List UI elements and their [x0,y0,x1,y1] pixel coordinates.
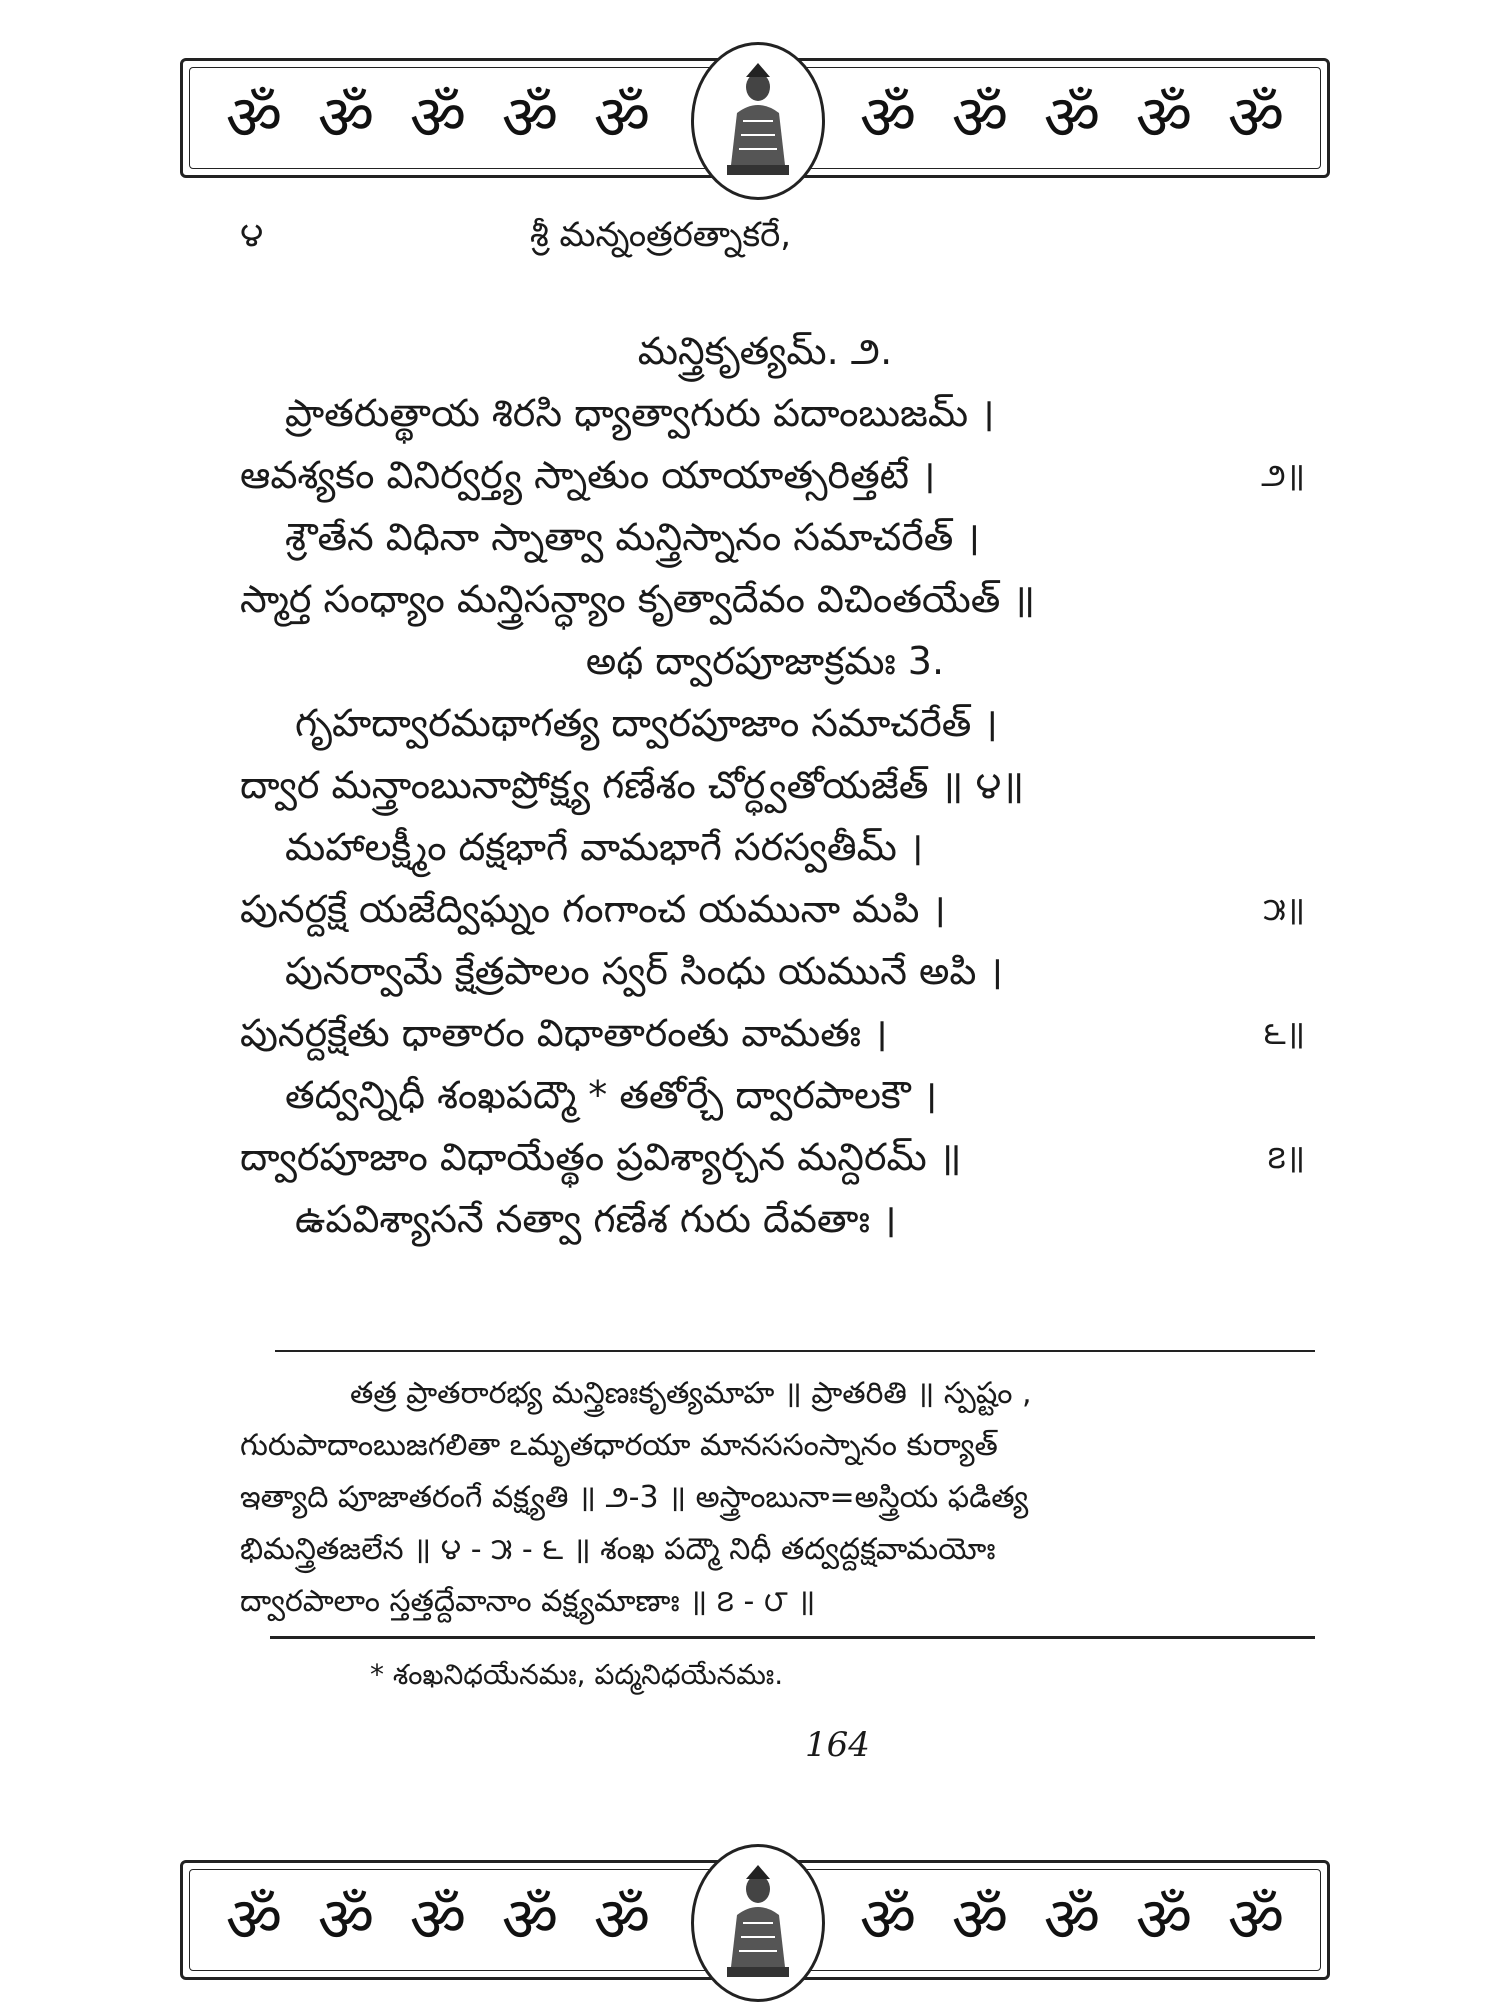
om-row-left [208,1863,668,1977]
om-icon: ॐ [951,81,1009,154]
commentary-line: ద్వారపాలాం స్తత్తద్దేవానాం వక్ష్యమాణాః ॥ ౭ - ౮ ॥ [240,1584,816,1619]
om-icon: ॐ [1043,81,1101,154]
om-icon: ॐ [225,81,283,154]
verse-line: ఉపవిశ్యాసనే నత్వా గణేశ గురు దేవతాః । [295,1197,897,1241]
om-icon: ॐ [951,1883,1009,1956]
verse-line: ప్రాతరుత్థాయ శిరసి ధ్యాత్వాగురు పదాంబుజమ్ । [285,391,995,435]
om-icon: ॐ [593,1883,651,1956]
page-number: ౪ [240,215,264,255]
running-title: శ్రీ మన్నంత్రరత్నాకరే, [530,215,792,255]
om-icon: ॐ [1227,81,1285,154]
section-heading: అథ ద్వారపూజాక్రమః 3. [585,639,945,683]
verse-number: ౭॥ [1267,1138,1305,1176]
commentary-line: తత్ర ప్రాతరారభ్య మన్త్రిణఃకృత్యమాహ ॥ ప్రాతరితి ॥ స్పష్టం , [350,1376,1032,1411]
verse-number: ౨॥ [1261,456,1305,494]
deity-portrait-icon [691,42,825,200]
om-icon: ॐ [501,81,559,154]
om-icon: ॐ [501,1883,559,1956]
verse-line: తద్వన్నిధీ శంఖపద్మౌ * తతోర్చే ద్వారపాలకౌ । [285,1073,938,1117]
om-icon: ॐ [1135,1883,1193,1956]
verse-line: ద్వార మన్త్రాంబునాప్రోక్ష్య గణేశం చోర్ధ్వతోయజేత్ ॥ ౪॥ [240,763,1025,807]
verse-line: స్మార్త సంధ్యాం మన్త్రిసన్ధ్యాం కృత్వాదేవం విచింతయేత్ ॥ [240,577,1036,621]
verse-number: ౫॥ [1263,890,1305,928]
page-header [230,215,1270,275]
verse-line: పునర్వామే క్షేత్రపాలం స్వర్ సింధు యమునే అపి । [285,949,1003,993]
verse-line: ఆవశ్యకం వినిర్వర్త్య స్నాతుం యాయాత్సరిత్తటే । ౨॥ [225,444,1305,506]
divider [270,1636,1315,1639]
verse-number: ౬॥ [1263,1014,1305,1052]
verse-line: శ్రౌతేన విధినా స్నాత్వా మన్త్రిస్నానం సమాచరేత్ । [285,515,980,559]
footnote: * శంఖనిధయేనమః, పద్మనిధయేనమః. [370,1658,784,1691]
om-icon: ॐ [317,1883,375,1956]
verse-line: గృహద్వారమథాగత్య ద్వారపూజాం సమాచరేత్ । [295,701,998,745]
om-icon: ॐ [409,1883,467,1956]
om-icon: ॐ [1135,81,1193,154]
om-icon: ॐ [859,1883,917,1956]
divider [275,1350,1315,1352]
verse-line: ద్వారపూజాం విధాయేత్థం ప్రవిశ్యార్చన మన్దిరమ్ ॥ ౭॥ [225,1126,1305,1188]
top-om-banner [180,58,1330,178]
verse-line: పునర్దక్షేతు ధాతారం విధాతారంతు వామతః । ౬॥ [225,1002,1305,1064]
om-row-left [208,61,668,175]
verse-block [225,320,1305,1250]
om-icon: ॐ [859,81,917,154]
folio-number: 164 [805,1725,870,1765]
om-icon: ॐ [409,81,467,154]
om-icon: ॐ [1227,1883,1285,1956]
om-icon: ॐ [1043,1883,1101,1956]
verse-line: మహాలక్ష్మీం దక్షభాగే వామభాగే సరస్వతీమ్ । [285,825,924,869]
om-icon: ॐ [593,81,651,154]
verse-line: పునర్దక్షే యజేద్విఘ్నం గంగాంచ యమునా మపి । ౫॥ [225,878,1305,940]
section-heading: మన్త్రికృత్యమ్. ౨. [637,329,893,373]
commentary-line: ఇత్యాది పూజాతరంగే వక్ష్యతి ॥ ౨-3 ॥ అస్త్రాంబునా=అస్త్రియ ఫడిత్య [240,1480,1029,1515]
om-icon: ॐ [317,81,375,154]
commentary-block [240,1368,1315,1628]
deity-portrait-icon [691,1844,825,2002]
om-icon: ॐ [225,1883,283,1956]
commentary-line: భిమన్త్రితజలేన ॥ ౪ - ౫ - ౬ ॥ శంఖ పద్మౌ నిధీ తద్వద్దక్షవామయోః [240,1532,996,1567]
bottom-om-banner [180,1860,1330,1980]
commentary-line: గురుపాదాంబుజగలితా ఽమృతధారయా మానససంస్నానం కుర్యాత్ [240,1428,998,1463]
om-row-right [842,61,1302,175]
om-row-right [842,1863,1302,1977]
